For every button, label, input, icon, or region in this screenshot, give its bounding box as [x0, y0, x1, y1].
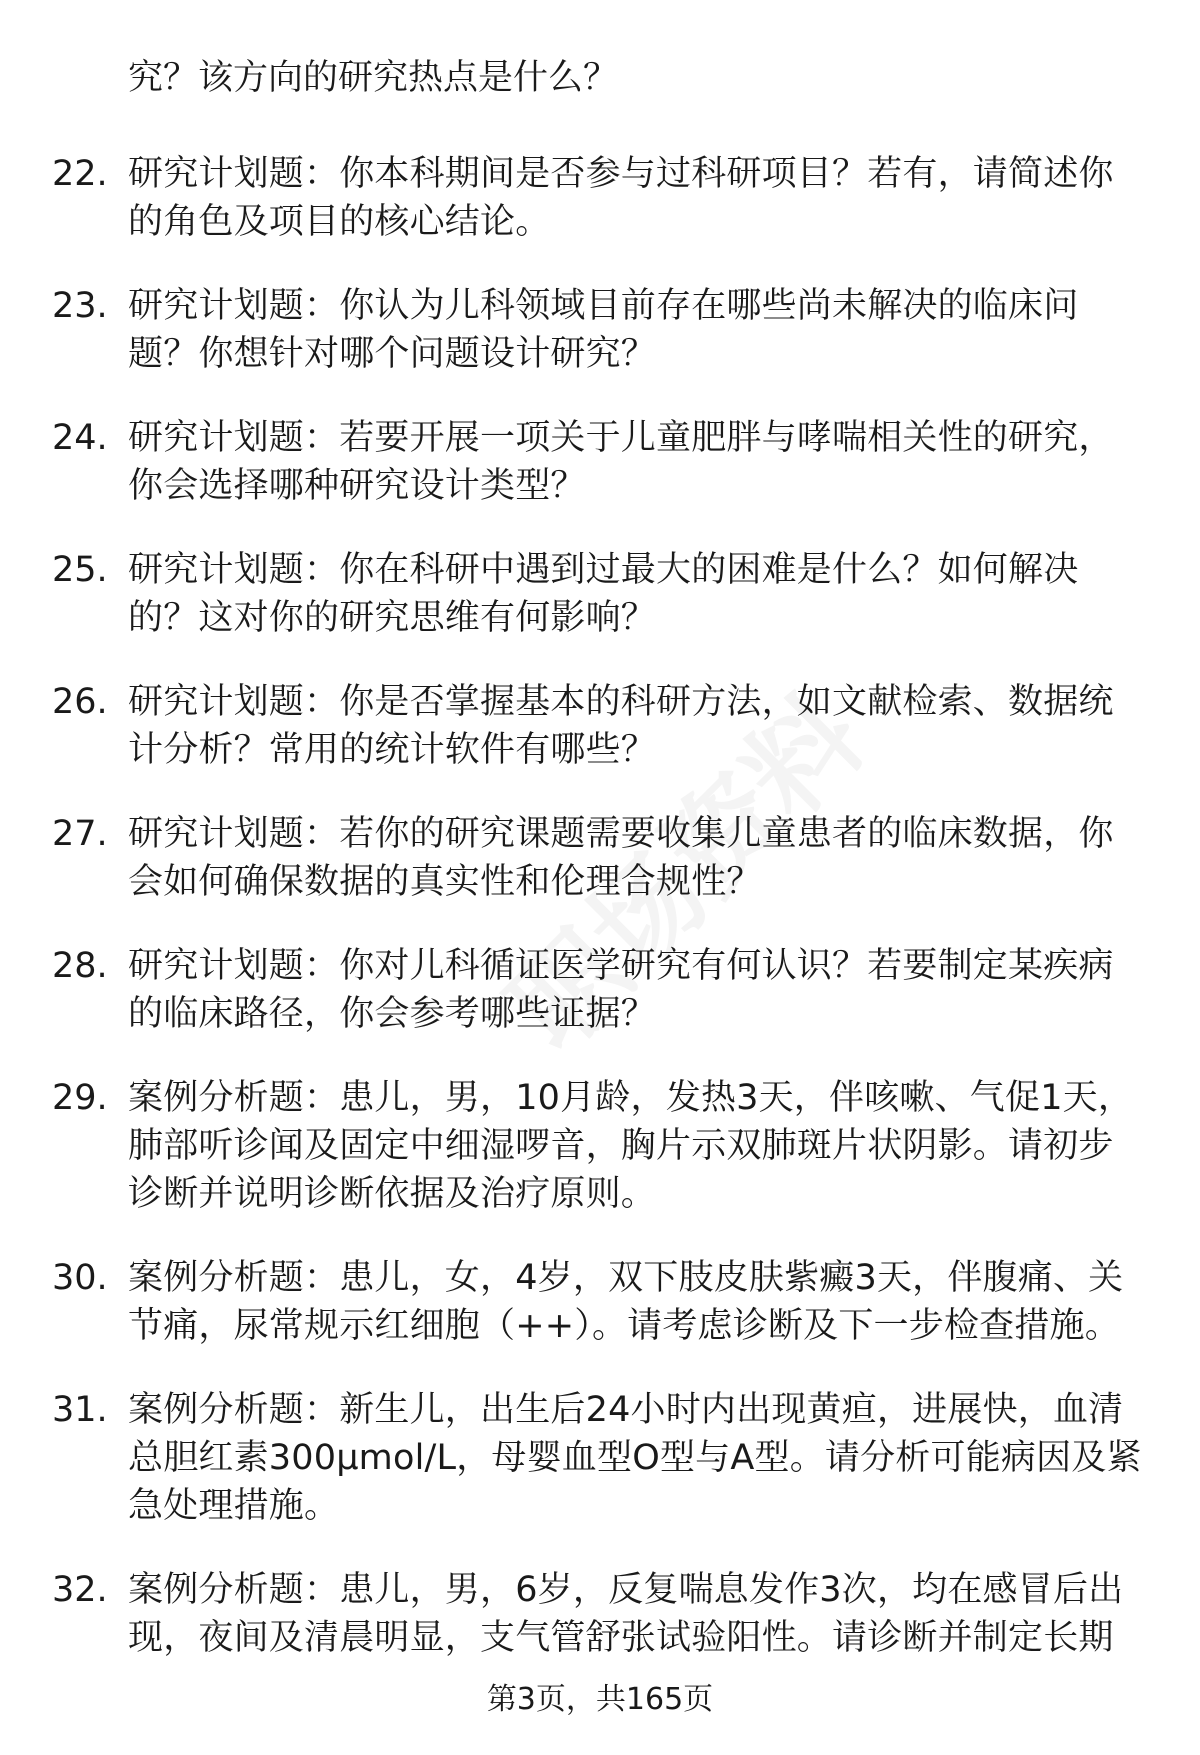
list-item: [0, 810, 1200, 906]
list-item: [0, 414, 1200, 510]
question-text: 研究计划题：若要开展一项关于儿童肥胖与哮喘相关性的研究，你会选择哪种研究设计类型？: [128, 418, 1114, 506]
question-number: 30.: [52, 1258, 108, 1298]
question-number: 24.: [52, 418, 108, 458]
list-item: [0, 546, 1200, 642]
question-text: 案例分析题：患儿，女，4岁，双下肢皮肤紫癜3天，伴腹痛、关节痛，尿常规示红细胞（++）。请考虑诊断及下一步检查措施。: [128, 1258, 1124, 1346]
question-number: 31.: [52, 1390, 108, 1430]
question-list: [0, 150, 1200, 1698]
question-text: 研究计划题：你是否掌握基本的科研方法，如文献检索、数据统计分析？常用的统计软件有哪些？: [128, 682, 1114, 770]
continued-question-text: 究？该方向的研究热点是什么？: [128, 58, 619, 98]
list-item: [0, 150, 1200, 246]
list-item: [0, 942, 1200, 1038]
question-number: 26.: [52, 682, 108, 722]
question-number: 29.: [52, 1078, 108, 1118]
question-text: 研究计划题：你对儿科循证医学研究有何认识？若要制定某疾病的临床路径，你会参考哪些证据？: [128, 946, 1114, 1034]
list-item: [0, 1254, 1200, 1350]
list-item: [0, 1566, 1200, 1662]
list-item: [0, 1074, 1200, 1218]
question-number: 27.: [52, 814, 108, 854]
question-text: 案例分析题：新生儿，出生后24小时内出现黄疸，进展快，血清总胆红素300μmol/L，母婴血型O型与A型。请分析可能病因及紧急处理措施。: [128, 1390, 1142, 1526]
question-text: 研究计划题：你认为儿科领域目前存在哪些尚未解决的临床问题？你想针对哪个问题设计研究？: [128, 286, 1079, 374]
question-text: 研究计划题：你本科期间是否参与过科研项目？若有，请简述你的角色及项目的核心结论。: [128, 154, 1114, 242]
question-number: 32.: [52, 1570, 108, 1610]
list-item: [0, 282, 1200, 378]
list-item: [0, 678, 1200, 774]
question-number: 28.: [52, 946, 108, 986]
page-footer: 第3页，共165页: [486, 1682, 714, 1717]
question-number: 25.: [52, 550, 108, 590]
question-number: 23.: [52, 286, 108, 326]
question-text: 案例分析题：患儿，男，10月龄，发热3天，伴咳嗽、气促1天，肺部听诊闻及固定中细湿啰音，胸片示双肺斑片状阴影。请初步诊断并说明诊断依据及治疗原则。: [128, 1078, 1134, 1214]
list-item: [0, 1386, 1200, 1530]
question-text: 研究计划题：你在科研中遇到过最大的困难是什么？如何解决的？这对你的研究思维有何影响？: [128, 550, 1079, 638]
question-text: 研究计划题：若你的研究课题需要收集儿童患者的临床数据，你会如何确保数据的真实性和伦理合规性？: [128, 814, 1114, 902]
question-number: 22.: [52, 154, 108, 194]
question-text: 案例分析题：患儿，男，6岁，反复喘息发作3次，均在感冒后出现，夜间及清晨明显，支气管舒张试验阳性。请诊断并制定长期: [128, 1570, 1124, 1658]
